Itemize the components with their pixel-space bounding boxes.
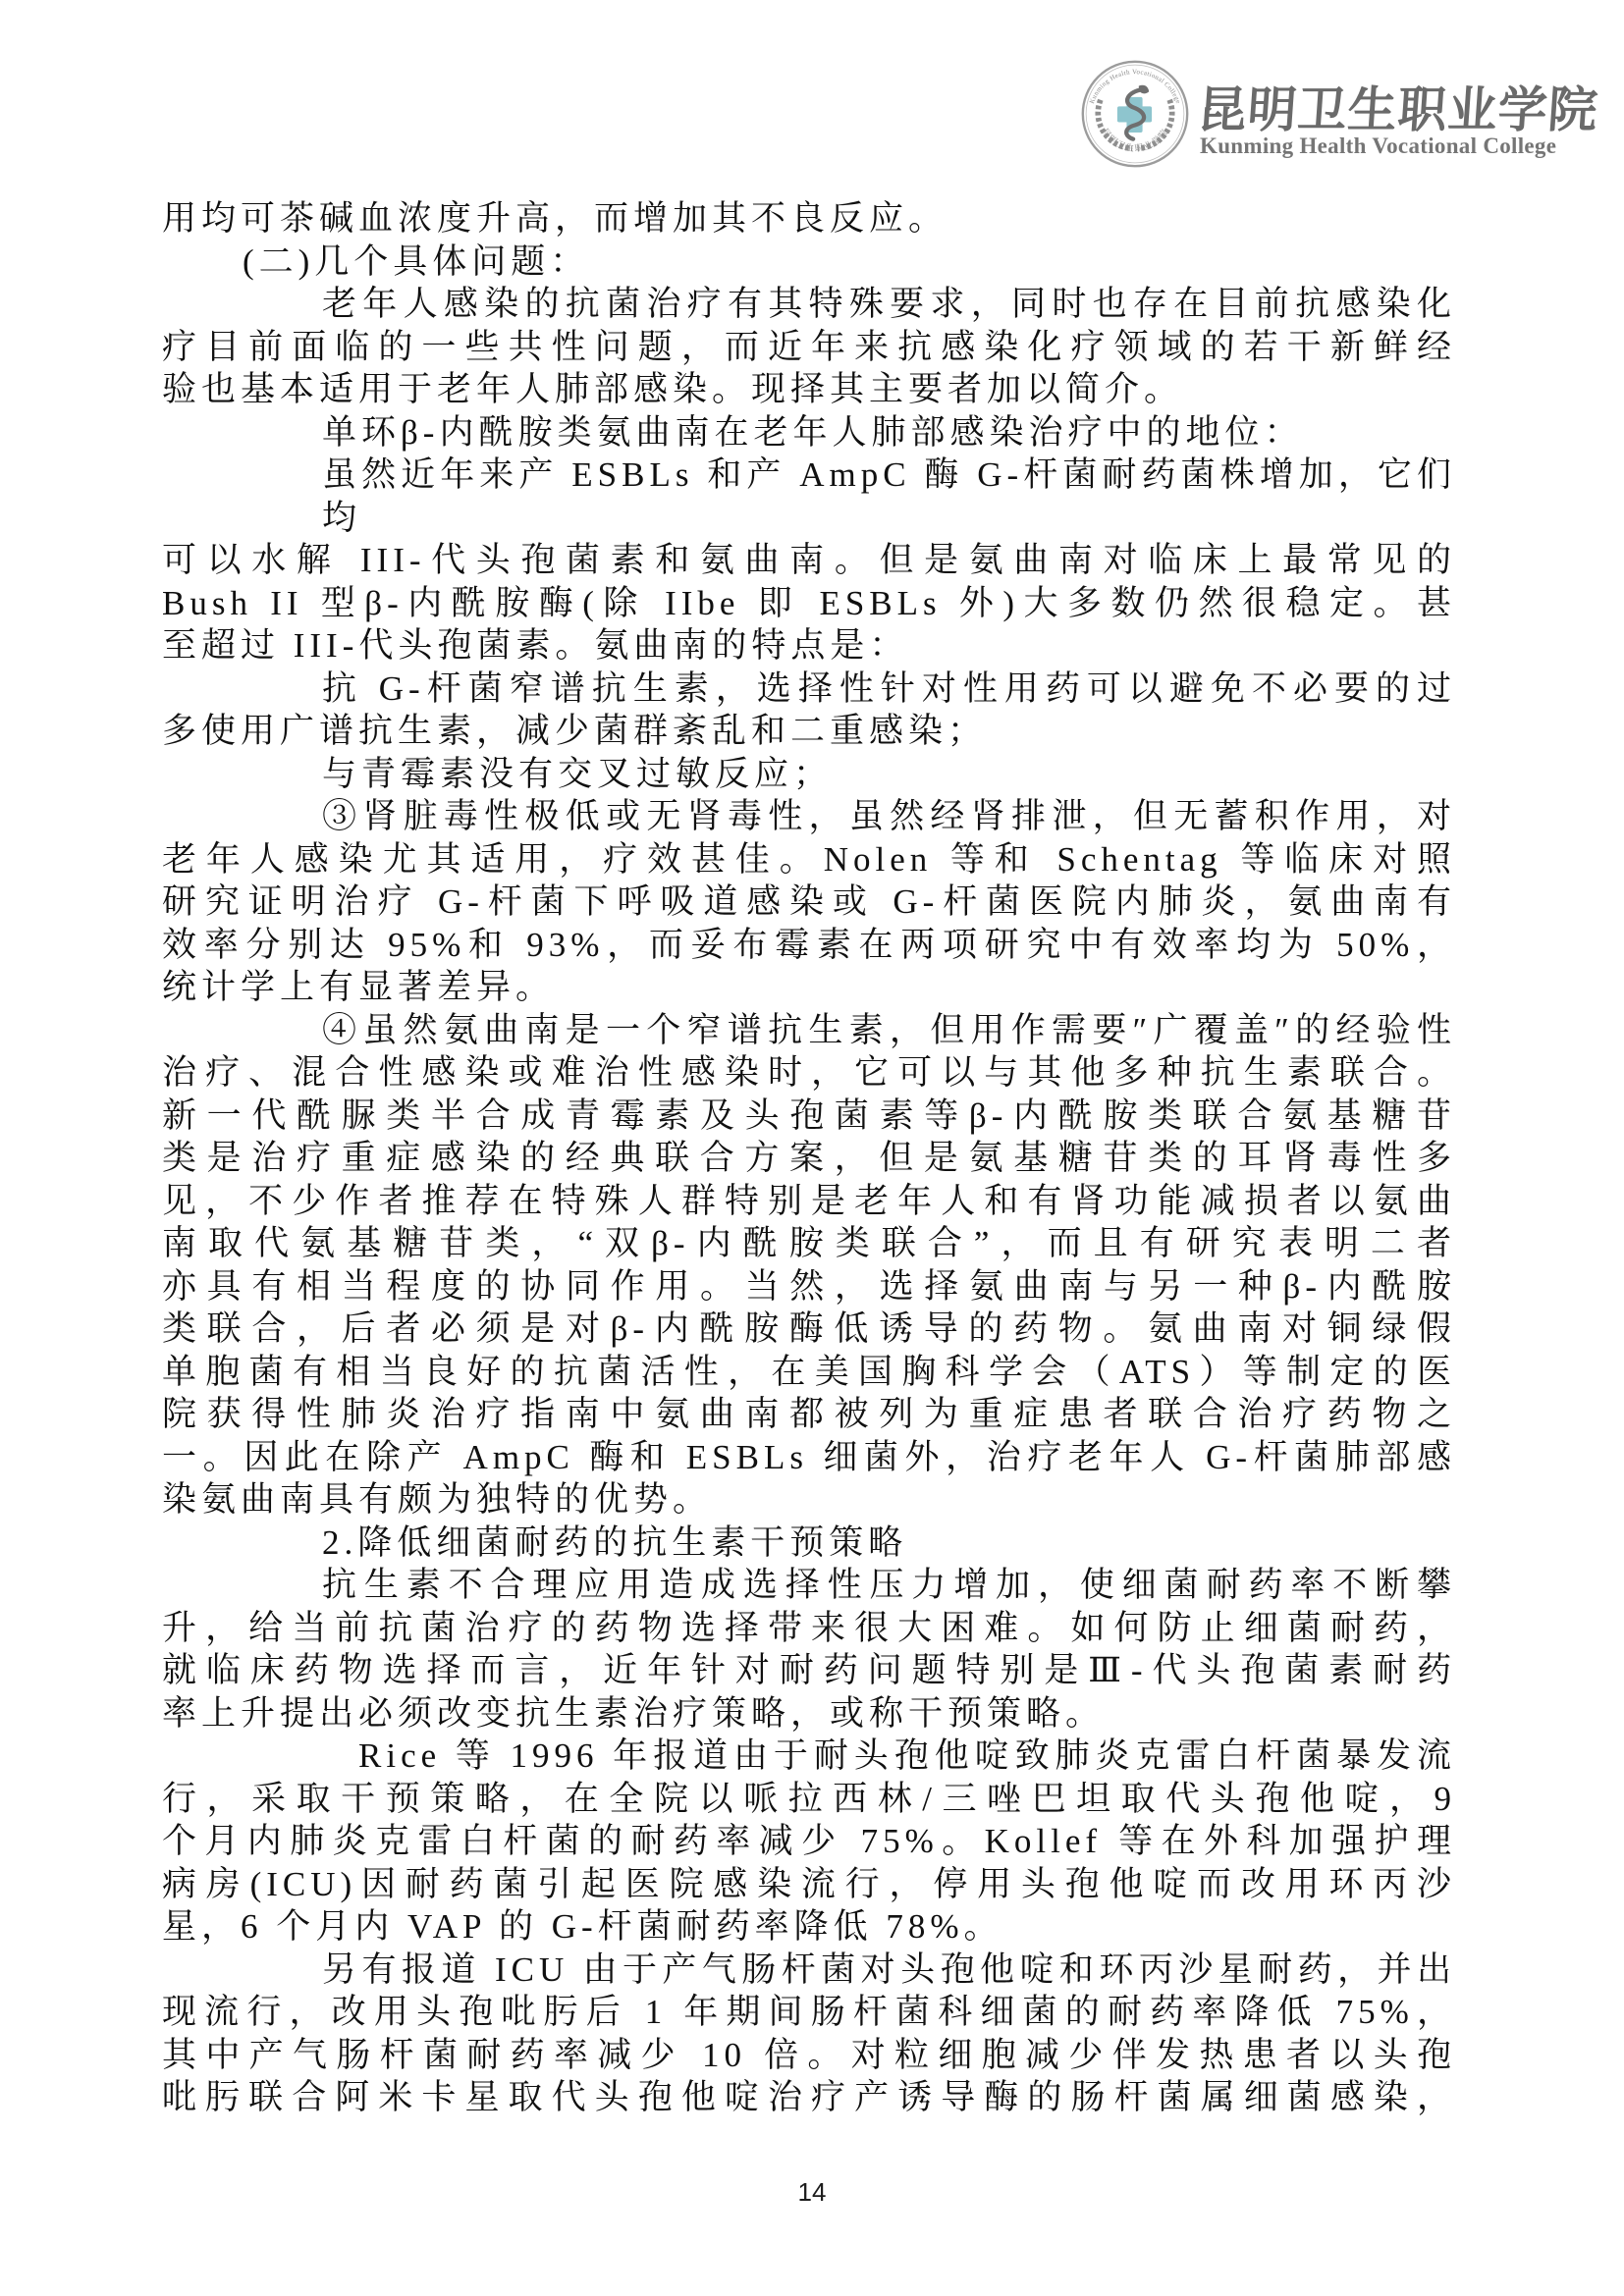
text-line: 单环β-内酰胺类氨曲南在老年人肺部感染治疗中的地位： xyxy=(322,412,1304,452)
college-seal-icon xyxy=(1079,58,1191,170)
text-line: 院获得性肺炎治疗指南中氨曲南都被列为重症患者联合治疗药物之 xyxy=(162,1395,1456,1433)
text-line: 星，6 个月内 VAP 的 G-杆菌耐药率降低 78%。 xyxy=(162,1907,1003,1946)
text-line: 统计学上有显著差异。 xyxy=(162,968,556,1006)
text-line: 亦具有相当程度的协同作用。当然，选择氨曲南与另一种β-内酰胺 xyxy=(162,1266,1456,1306)
college-name-calligraphy: 昆明卫生职业学院 xyxy=(1195,82,1600,137)
text-line: 抗生素不合理应用造成选择性压力增加，使细菌耐药率不断攀 xyxy=(322,1566,1456,1604)
text-line: 效率分别达 95%和 93%，而妥布霉素在两项研究中有效率均为 50%， xyxy=(162,925,1456,964)
text-line: 多使用广谱抗生素，减少菌群紊乱和二重感染； xyxy=(162,712,988,750)
text-line: 至超过 III-代头孢菌素。氨曲南的特点是： xyxy=(162,626,909,665)
text-line: 2.降低细菌耐药的抗生素干预策略 xyxy=(322,1522,908,1562)
text-line: 验也基本适用于老年人肺部感染。现择其主要者加以简介。 xyxy=(162,370,1184,408)
text-line: Bush II 型β-内酰胺酶(除 IIbe 即 ESBLs 外)大多数仍然很稳定。甚 xyxy=(162,583,1456,622)
text-line: 其中产气肠杆菌耐药率减少 10 倍。对粒细胞减少伴发热患者以头孢 xyxy=(162,2035,1456,2074)
document-body xyxy=(162,197,1456,2119)
text-line: 就临床药物选择而言，近年针对耐药问题特别是Ⅲ-代头孢菌素耐药 xyxy=(162,1651,1456,1689)
text-line: 另有报道 ICU 由于产气肠杆菌对头孢他啶和环丙沙星耐药，并出 xyxy=(322,1949,1456,1989)
text-line: 吡肟联合阿米卡星取代头孢他啶治疗产诱导酶的肠杆菌属细菌感染， xyxy=(162,2078,1456,2116)
text-line: 老年人感染的抗菌治疗有其特殊要求，同时也存在目前抗感染化 xyxy=(322,285,1456,323)
text-line: 研究证明治疗 G-杆菌下呼吸道感染或 G-杆菌医院内肺炎，氨曲南有 xyxy=(162,882,1456,921)
text-line: ④虽然氨曲南是一个窄谱抗生素，但用作需要″广覆盖″的经验性 xyxy=(322,1010,1456,1049)
text-line: 见，不少作者推荐在特殊人群特别是老年人和有肾功能减损者以氨曲 xyxy=(162,1181,1456,1220)
text-line: 南取代氨基糖苷类，“双β-内酰胺类联合”，而且有研究表明二者 xyxy=(162,1224,1456,1262)
text-line: 病房(ICU)因耐药菌引起医院感染流行，停用头孢他啶而改用环丙沙 xyxy=(162,1864,1456,1903)
text-line: ③肾脏毒性极低或无肾毒性，虽然经肾排泄，但无蓄积作用，对 xyxy=(322,797,1456,835)
text-line: 个月内肺炎克雷白杆菌的耐药率减少 75%。Kollef 等在外科加强护理 xyxy=(162,1822,1456,1860)
text-line: 类是治疗重症感染的经典联合方案，但是氨基糖苷类的耳肾毒性多 xyxy=(162,1139,1456,1177)
text-line: 新一代酰脲类半合成青霉素及头孢菌素等β-内酰胺类联合氨基糖苷 xyxy=(162,1095,1456,1135)
text-line: Rice 等 1996 年报道由于耐头孢他啶致肺炎克雷白杆菌暴发流 xyxy=(358,1736,1456,1775)
text-line: 治疗、混合性感染或难治性感染时，它可以与其他多种抗生素联合。 xyxy=(162,1053,1456,1092)
text-line: 与青霉素没有交叉过敏反应； xyxy=(322,754,834,793)
seal-bottom-text: 昆明卫生职业学院 xyxy=(1100,126,1170,154)
text-line: 率上升提出必须改变抗生素治疗策略，或称干预策略。 xyxy=(162,1693,1106,1733)
text-line: 染氨曲南具有颇为独特的优势。 xyxy=(162,1480,713,1519)
text-line: 行，采取干预策略，在全院以哌拉西林/三唑巴坦取代头孢他啶，9 xyxy=(162,1779,1456,1818)
text-line: 老年人感染尤其适用，疗效甚佳。Nolen 等和 Schentag 等临床对照 xyxy=(162,839,1456,879)
text-line: 现流行，改用头孢吡肟后 1 年期间肠杆菌科细菌的耐药率降低 75%， xyxy=(162,1993,1456,2031)
text-line: (二)几个具体问题： xyxy=(243,241,590,281)
text-line: 可以水解 III-代头孢菌素和氨曲南。但是氨曲南对临床上最常见的 xyxy=(162,541,1456,579)
text-line: 抗 G-杆菌窄谱抗生素，选择性针对性用药可以避免不必要的过 xyxy=(322,668,1456,708)
text-line: 类联合，后者必须是对β-内酰胺酶低诱导的药物。氨曲南对铜绿假 xyxy=(162,1309,1456,1348)
college-name-english: Kunming Health Vocational College xyxy=(1200,133,1557,158)
text-line: 用均可茶碱血浓度升高，而增加其不良反应。 xyxy=(162,199,948,238)
text-line: 单胞菌有相当良好的抗菌活性，在美国胸科学会（ATS）等制定的医 xyxy=(162,1352,1456,1391)
text-line: 虽然近年来产 ESBLs 和产 AmpC 酶 G-杆菌耐药菌株增加，它们均 xyxy=(322,455,1456,537)
seal-top-text: Kunming Health Vocational College xyxy=(1088,69,1182,105)
text-line: 疗目前面临的一些共性问题，而近年来抗感染化疗领域的若干新鲜经 xyxy=(162,327,1456,366)
text-line: 升，给当前抗菌治疗的药物选择带来很大困难。如何防止细菌耐药， xyxy=(162,1608,1456,1647)
page-number: 14 xyxy=(797,2177,827,2207)
text-line: 一。因此在除产 AmpC 酶和 ESBLs 细菌外，治疗老年人 G-杆菌肺部感 xyxy=(162,1437,1456,1476)
